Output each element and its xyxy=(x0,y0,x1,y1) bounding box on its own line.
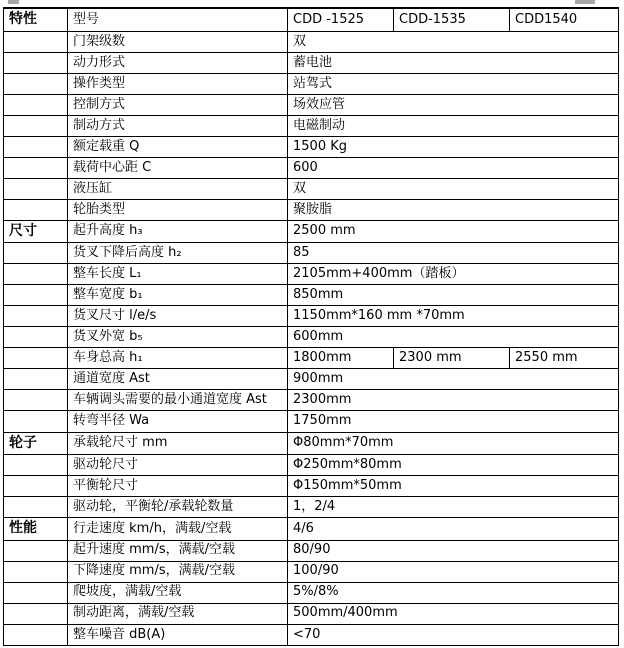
spec-value: 2300mm xyxy=(288,390,619,411)
spec-value: 500mm/400mm xyxy=(288,603,619,624)
section-cell-empty xyxy=(4,348,68,369)
spec-value: 1150mm*160 mm *70mm xyxy=(288,306,619,327)
spec-value: 850mm xyxy=(288,285,619,306)
spec-value: 80/90 xyxy=(288,540,619,561)
spec-value: Φ150mm*50mm xyxy=(288,476,619,497)
spec-label: 制动方式 xyxy=(68,115,288,136)
section-cell-empty xyxy=(4,561,68,582)
spec-value: 2105mm+400mm（踏板） xyxy=(288,264,619,285)
table-row xyxy=(4,518,619,541)
section-cell-empty xyxy=(4,243,68,264)
spec-value: 600 xyxy=(288,157,619,178)
section-cell-empty xyxy=(4,178,68,199)
spec-value: 场效应管 xyxy=(288,94,619,115)
section-cell-empty xyxy=(4,306,68,327)
section-cell-empty xyxy=(4,94,68,115)
table-row xyxy=(4,285,619,306)
section-cell-3: 性能 xyxy=(4,518,68,541)
spec-value: 站驾式 xyxy=(288,73,619,94)
spec-label: 额定载重 Q xyxy=(68,136,288,157)
spec-value: 600mm xyxy=(288,327,619,348)
section-cell-0: 特性 xyxy=(4,8,68,31)
spec-label: 整车长度 L₁ xyxy=(68,264,288,285)
spec-label: 车辆调头需要的最小通道宽度 Ast xyxy=(68,390,288,411)
table-row xyxy=(4,411,619,432)
table-row xyxy=(4,476,619,497)
table-row xyxy=(4,8,619,31)
spec-value: 1，2/4 xyxy=(288,497,619,518)
spec-value: 2300 mm xyxy=(394,348,510,369)
section-cell-empty xyxy=(4,327,68,348)
spec-value: CDD-1535 xyxy=(394,8,510,31)
section-cell-1: 尺寸 xyxy=(4,220,68,243)
section-cell-empty xyxy=(4,455,68,476)
table-row xyxy=(4,603,619,624)
spec-label: 动力形式 xyxy=(68,52,288,73)
section-cell-empty xyxy=(4,285,68,306)
spec-label: 平衡轮尺寸 xyxy=(68,476,288,497)
table-row xyxy=(4,582,619,603)
section-cell-empty xyxy=(4,476,68,497)
spec-label: 车身总高 h₁ xyxy=(68,348,288,369)
spec-label: 货叉外宽 b₅ xyxy=(68,327,288,348)
table-row xyxy=(4,348,619,369)
spec-label: 承载轮尺寸 mm xyxy=(68,432,288,455)
spec-label: 整车噪音 dB(A) xyxy=(68,624,288,645)
table-row xyxy=(4,306,619,327)
table-row xyxy=(4,369,619,390)
section-cell-empty xyxy=(4,603,68,624)
table-row xyxy=(4,540,619,561)
spec-label: 型号 xyxy=(68,8,288,31)
spec-value: 双 xyxy=(288,178,619,199)
spec-label: 爬坡度，满载/空载 xyxy=(68,582,288,603)
spec-label: 驱动轮，平衡轮/承载轮数量 xyxy=(68,497,288,518)
spec-label: 驱动轮尺寸 xyxy=(68,455,288,476)
spec-label: 下降速度 mm/s，满载/空载 xyxy=(68,561,288,582)
spec-label: 控制方式 xyxy=(68,94,288,115)
section-cell-empty xyxy=(4,411,68,432)
table-row xyxy=(4,220,619,243)
table-row xyxy=(4,455,619,476)
table-row xyxy=(4,432,619,455)
spec-value: CDD -1525 xyxy=(288,8,394,31)
section-cell-empty xyxy=(4,157,68,178)
section-cell-empty xyxy=(4,115,68,136)
spec-label: 起升高度 h₃ xyxy=(68,220,288,243)
section-cell-empty xyxy=(4,264,68,285)
table-row xyxy=(4,178,619,199)
table-row xyxy=(4,497,619,518)
spec-value: 电磁制动 xyxy=(288,115,619,136)
table-row xyxy=(4,199,619,220)
table-row xyxy=(4,52,619,73)
spec-value: 蓄电池 xyxy=(288,52,619,73)
section-cell-empty xyxy=(4,624,68,645)
spec-label: 通道宽度 Ast xyxy=(68,369,288,390)
section-cell-empty xyxy=(4,199,68,220)
spec-value: 2550 mm xyxy=(510,348,619,369)
section-cell-empty xyxy=(4,369,68,390)
crop-artifact-right xyxy=(575,0,595,4)
section-cell-2: 轮子 xyxy=(4,432,68,455)
spec-value: 1500 Kg xyxy=(288,136,619,157)
section-cell-empty xyxy=(4,390,68,411)
table-row xyxy=(4,264,619,285)
spec-label: 制动距离，满载/空载 xyxy=(68,603,288,624)
spec-label: 货叉尺寸 l/e/s xyxy=(68,306,288,327)
spec-value: 85 xyxy=(288,243,619,264)
spec-value: 5%/8% xyxy=(288,582,619,603)
spec-label: 门架级数 xyxy=(68,31,288,52)
spec-label: 整车宽度 b₁ xyxy=(68,285,288,306)
spec-value: <70 xyxy=(288,624,619,645)
spec-label: 货叉下降后高度 h₂ xyxy=(68,243,288,264)
spec-value: 1750mm xyxy=(288,411,619,432)
spec-value: 100/90 xyxy=(288,561,619,582)
spec-label: 轮胎类型 xyxy=(68,199,288,220)
table-row xyxy=(4,327,619,348)
table-row xyxy=(4,73,619,94)
spec-label: 转弯半径 Wa xyxy=(68,411,288,432)
spec-label: 液压缸 xyxy=(68,178,288,199)
spec-value: 4/6 xyxy=(288,518,619,541)
section-cell-empty xyxy=(4,497,68,518)
spec-label: 起升速度 mm/s，满载/空载 xyxy=(68,540,288,561)
section-cell-empty xyxy=(4,31,68,52)
table-row xyxy=(4,561,619,582)
spec-value: Φ250mm*80mm xyxy=(288,455,619,476)
section-cell-empty xyxy=(4,540,68,561)
section-cell-empty xyxy=(4,582,68,603)
spec-value: 2500 mm xyxy=(288,220,619,243)
spec-table-body xyxy=(4,8,619,646)
spec-value: Φ80mm*70mm xyxy=(288,432,619,455)
section-cell-empty xyxy=(4,52,68,73)
spec-label: 行走速度 km/h，满载/空载 xyxy=(68,518,288,541)
table-row xyxy=(4,136,619,157)
spec-value: 900mm xyxy=(288,369,619,390)
table-row xyxy=(4,243,619,264)
table-row xyxy=(4,624,619,645)
spec-value: 双 xyxy=(288,31,619,52)
spec-value: 1800mm xyxy=(288,348,394,369)
table-row xyxy=(4,115,619,136)
table-row xyxy=(4,157,619,178)
table-row xyxy=(4,390,619,411)
spec-label: 操作类型 xyxy=(68,73,288,94)
spec-value: 聚胺脂 xyxy=(288,199,619,220)
table-row xyxy=(4,94,619,115)
table-row xyxy=(4,31,619,52)
section-cell-empty xyxy=(4,73,68,94)
spec-label: 载荷中心距 C xyxy=(68,157,288,178)
section-cell-empty xyxy=(4,136,68,157)
crop-artifact-left xyxy=(8,0,19,4)
spec-value: CDD1540 xyxy=(510,8,619,31)
spec-table xyxy=(3,7,619,646)
